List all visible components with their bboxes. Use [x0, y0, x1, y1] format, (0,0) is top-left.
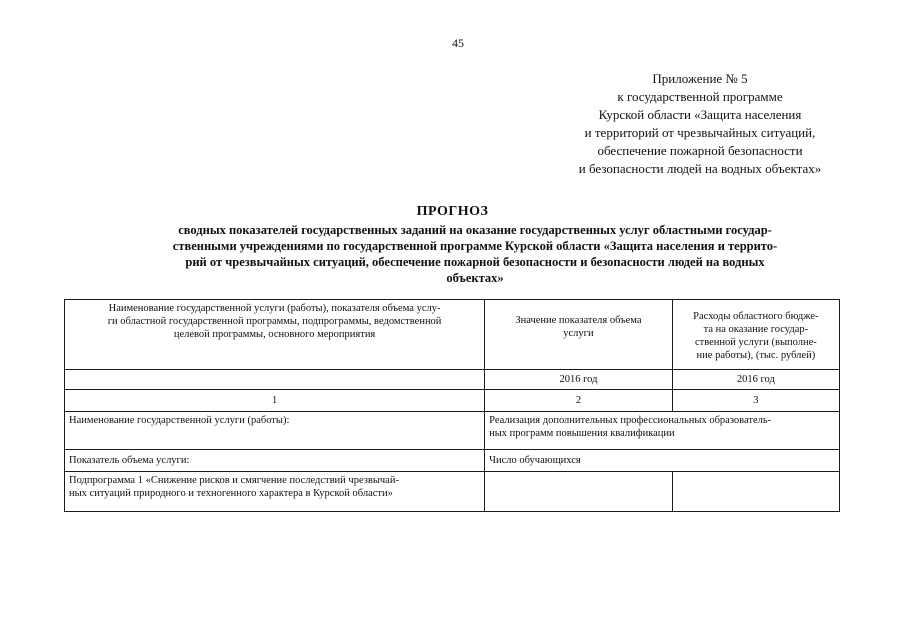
- header-text-line: услуги: [563, 328, 594, 339]
- service-value-cell: [485, 412, 840, 450]
- volume-value-cell: Число обучающихся: [485, 450, 840, 472]
- page-number: 45: [452, 36, 464, 50]
- header-cell-expenses: [672, 300, 839, 370]
- year-cell-indicator: 2016 год: [485, 370, 673, 390]
- document-title: ПРОГНОЗ: [416, 204, 489, 219]
- table-year-row: [65, 370, 840, 390]
- header-text-line: ственной услуги (выполне-: [695, 337, 817, 348]
- subtitle-line: объектах»: [446, 271, 504, 285]
- forecast-table: [64, 299, 840, 512]
- column-number-3: 3: [672, 390, 839, 412]
- year-cell-expenses: 2016 год: [672, 370, 839, 390]
- subtitle-line: сводных показателей государственных заданий на оказание государственных услуг областными государ-: [178, 223, 772, 237]
- header-text-line: Расходы областного бюдже-: [693, 311, 819, 322]
- appendix-line: обеспечение пожарной безопасности: [597, 143, 803, 158]
- subprogram-expenses-cell: [672, 472, 839, 512]
- table-service-row: [65, 412, 840, 450]
- header-text-line: ние работы), (тыс. рублей): [696, 350, 816, 361]
- column-number-1: 1: [65, 390, 485, 412]
- service-value-line: ных программ повышения квалификации: [489, 428, 675, 439]
- appendix-line: Курской области «Защита населения: [598, 107, 802, 122]
- table-subprogram-row: [65, 472, 840, 512]
- appendix-line: и безопасности людей на водных объектах»: [578, 161, 822, 176]
- table-number-row: [65, 390, 840, 412]
- volume-label-cell: Показатель объема услуги:: [65, 450, 485, 472]
- header-text-line: та на оказание государ-: [703, 324, 809, 335]
- service-label-cell: Наименование государственной услуги (работы):: [65, 412, 485, 450]
- appendix-line: к государственной программе: [617, 89, 783, 104]
- subprogram-indicator-cell: [485, 472, 673, 512]
- appendix-line: и территорий от чрезвычайных ситуаций,: [584, 125, 816, 140]
- header-text-line: целевой программы, основного мероприятия: [173, 329, 376, 340]
- service-value-line: Реализация дополнительных профессиональных образователь-: [489, 415, 772, 426]
- document-subtitle: [95, 222, 855, 286]
- subprogram-label-cell: [65, 472, 485, 512]
- table-volume-row: [65, 450, 840, 472]
- subtitle-line: рий от чрезвычайных ситуаций, обеспечение пожарной безопасности и безопасности людей на водных: [185, 255, 765, 269]
- appendix-line: Приложение № 5: [652, 71, 748, 86]
- header-cell-indicator-value: [485, 300, 673, 370]
- subprogram-label-line: Подпрограмма 1 «Снижение рисков и смягчение последствий чрезвычай-: [69, 475, 399, 486]
- year-cell-empty: [65, 370, 485, 390]
- header-text-line: Наименование государственной услуги (работы), показателя объема услу-: [108, 303, 441, 314]
- header-text-line: ги областной государственной программы, подпрограммы, ведомственной: [107, 316, 442, 327]
- table-header-row: [65, 300, 840, 370]
- appendix-heading: [520, 70, 880, 178]
- header-text-line: Значение показателя объема: [515, 315, 642, 326]
- header-cell-service-name: [65, 300, 485, 370]
- subprogram-label-line: ных ситуаций природного и техногенного характера в Курской области»: [69, 488, 393, 499]
- column-number-2: 2: [485, 390, 673, 412]
- subtitle-line: ственными учреждениями по государственной программе Курской области «Защита населения и террито-: [172, 239, 778, 253]
